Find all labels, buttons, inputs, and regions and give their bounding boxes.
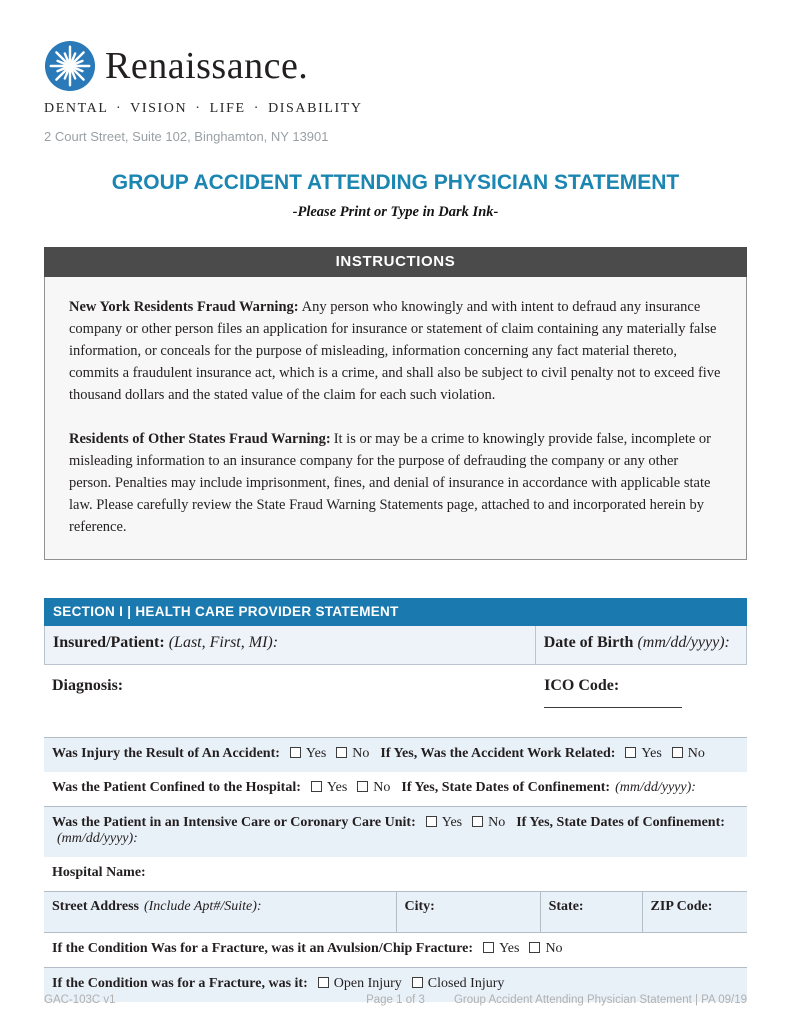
question-label: If the Condition Was for a Fracture, was it an Avulsion/Chip Fracture:: [52, 941, 474, 956]
checkbox[interactable]: [625, 747, 636, 758]
checkbox[interactable]: [529, 942, 540, 953]
row-avulsion-fracture: [44, 933, 747, 967]
insured-patient-label: Insured/Patient:: [53, 634, 165, 651]
question-label: Was Injury the Result of An Accident:: [52, 746, 280, 761]
checkbox[interactable]: [318, 977, 329, 988]
ny-fraud-warning: [69, 296, 722, 406]
brand-header: [44, 40, 747, 92]
question-label: If Yes, State Dates of Confinement:: [401, 780, 611, 795]
option-label: No: [352, 746, 370, 761]
cell-state[interactable]: [540, 892, 642, 932]
footer-document-title: Group Accident Attending Physician Statement | PA 09/19: [453, 994, 747, 1006]
question-label: Was the Patient in an Intensive Care or Coronary Care Unit:: [52, 815, 416, 830]
row-hospital-confined: [44, 772, 747, 806]
cell-zip[interactable]: [642, 892, 747, 932]
insured-patient-hint: (Last, First, MI):: [168, 634, 279, 651]
option-label: (mm/dd/yyyy):: [57, 831, 138, 846]
section-1-heading: SECTION I | HEALTH CARE PROVIDER STATEMENT: [44, 598, 747, 626]
option-label: No: [488, 815, 506, 830]
option-label: Open Injury: [333, 976, 402, 991]
cell-city-label: City:: [404, 899, 435, 914]
page-subtitle: -Please Print or Type in Dark Ink-: [292, 204, 499, 220]
starburst-logo-icon: [44, 40, 96, 92]
row-insured-dob: [44, 626, 747, 665]
fraud-warning-box: [44, 277, 747, 560]
checkbox[interactable]: [290, 747, 301, 758]
page-title: GROUP ACCIDENT ATTENDING PHYSICIAN STATEMENT: [111, 171, 680, 194]
option-label: Closed Injury: [427, 976, 505, 991]
cell-city[interactable]: [396, 892, 540, 932]
row-intensive-care: [44, 806, 747, 857]
other-states-fraud-warning-body: It is or may be a crime to knowingly provide false, incomplete or misleading information to an insurance company for the purpose of defrauding the company or any other person. Penalties may include imprisonment, fines, and denial of insurance in accordance with applicable state law. Please carefully review the State Fraud Warning Statements page, attached to and incorporated herein by reference.: [69, 431, 711, 535]
question-label: Was the Patient Confined to the Hospital:: [52, 780, 301, 795]
option-label: No: [545, 941, 563, 956]
ny-fraud-warning-lead: New York Residents Fraud Warning:: [69, 299, 299, 315]
option-label: No: [373, 780, 391, 795]
brand-tagline: DENTAL · VISION · LIFE · DISABILITY: [44, 101, 363, 116]
ico-code-input-line[interactable]: [544, 695, 682, 708]
cell-street-address[interactable]: [44, 892, 396, 932]
diagnosis-field[interactable]: [44, 665, 536, 727]
checkbox[interactable]: [426, 816, 437, 827]
option-label: Yes: [641, 746, 662, 761]
question-label: If Yes, Was the Accident Work Related:: [380, 746, 616, 761]
insured-patient-field[interactable]: [45, 626, 536, 664]
row-hospital-name: [44, 857, 747, 891]
option-label: No: [687, 746, 705, 761]
page-footer: [44, 994, 747, 1006]
cell-zip-label: ZIP Code:: [650, 899, 713, 914]
option-label: Yes: [441, 815, 463, 830]
checkbox[interactable]: [412, 977, 423, 988]
checkbox[interactable]: [672, 747, 683, 758]
date-of-birth-label: Date of Birth: [543, 634, 634, 651]
option-label: Yes: [305, 746, 327, 761]
question-label: If the Condition was for a Fracture, was it:: [52, 976, 308, 991]
date-of-birth-field[interactable]: [536, 626, 746, 664]
ny-fraud-warning-body: Any person who knowingly and with intent to defraud any insurance company or other person files an application for insurance or statement of claim containing any materially false information, or conceals for the purpose of misleading, information concerning any fact material thereto, commits a fraudulent insurance act, which is a crime, and shall also be subject to civil penalty not to exceed five thousand dollars and the stated value of the claim for each such violation.: [69, 299, 721, 403]
form-number: GAC-103C v1: [44, 994, 116, 1006]
question-label: If Yes, State Dates of Confinement:: [516, 815, 725, 830]
cell-state-label: State:: [548, 899, 584, 914]
question-label: Hospital Name:: [52, 865, 146, 880]
row-street-address: [44, 891, 747, 933]
date-of-birth-hint: (mm/dd/yyyy):: [637, 634, 730, 651]
checkbox[interactable]: [357, 781, 368, 792]
cell-street-address-hint: (Include Apt#/Suite):: [143, 899, 262, 914]
row-diagnosis-ico: [44, 665, 747, 727]
other-states-fraud-warning-lead: Residents of Other States Fraud Warning:: [69, 431, 331, 447]
row-accident: [44, 737, 747, 772]
ico-code-field[interactable]: [536, 665, 747, 727]
option-label: (mm/dd/yyyy):: [615, 780, 696, 795]
diagnosis-label: Diagnosis:: [52, 677, 124, 694]
company-address: 2 Court Street, Suite 102, Binghamton, NY 13901: [44, 129, 329, 144]
page-indicator: Page 1 of 3: [366, 994, 425, 1006]
ico-code-label: ICO Code:: [544, 677, 620, 694]
checkbox[interactable]: [483, 942, 494, 953]
checkbox[interactable]: [336, 747, 347, 758]
section-1: [44, 598, 747, 1002]
question-rows: [44, 737, 747, 1002]
instructions-section: [44, 247, 747, 560]
cell-street-address-label: Street Address: [52, 899, 139, 914]
instructions-heading: INSTRUCTIONS: [44, 247, 747, 277]
brand-name: Renaissance.: [105, 45, 309, 87]
option-label: Yes: [499, 941, 520, 956]
checkbox[interactable]: [472, 816, 483, 827]
checkbox[interactable]: [311, 781, 322, 792]
option-label: Yes: [326, 780, 348, 795]
other-states-fraud-warning: [69, 428, 722, 538]
